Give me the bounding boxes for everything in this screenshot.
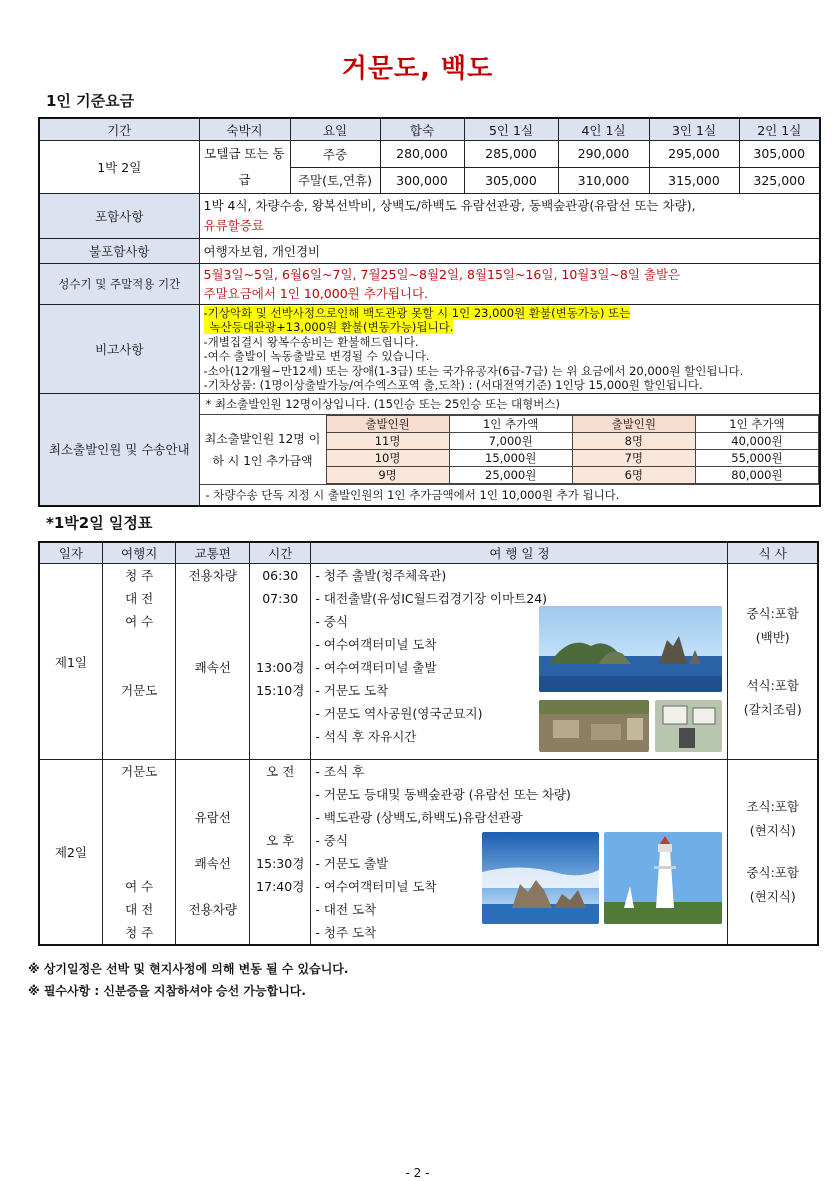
day-label: 제1일: [39, 564, 102, 760]
price-cell: 295,000: [649, 141, 739, 168]
header-5p: 5인 1실: [464, 118, 558, 141]
meal-cell: [728, 564, 818, 760]
meal-text: (백반): [755, 629, 790, 645]
time-cell: [250, 760, 311, 946]
header-period: 기간: [39, 118, 199, 141]
include-red-text: 유류할증료: [203, 218, 264, 233]
peak-row: [39, 264, 820, 305]
header-time: 시간: [250, 542, 311, 564]
price-cell: 325,000: [739, 167, 820, 194]
meal-text: 중식:포함: [746, 865, 799, 880]
itinerary-item: - 석식 후 자유시간: [315, 729, 417, 744]
transport-text: [180, 875, 245, 898]
min-header: 출발인원: [572, 416, 695, 433]
note-line: ※ 상기일정은 선박 및 현지사정에 의해 변동 될 수 있습니다.: [28, 962, 349, 976]
transport-text: [180, 702, 245, 725]
remarks-label: 비고사항: [39, 305, 199, 394]
time-text: 오 전: [266, 764, 295, 779]
page-title: 거문도, 백도: [341, 54, 494, 84]
transport-text: 유람선: [194, 810, 231, 825]
price-cell: 305,000: [464, 167, 558, 194]
price-table: [38, 117, 821, 507]
min-table: [326, 415, 820, 484]
meal-text: (현지식): [749, 889, 796, 904]
transport-text: [180, 679, 245, 702]
header-4p: 4인 1실: [558, 118, 649, 141]
place-text: [107, 633, 172, 656]
price-cell: 310,000: [558, 167, 649, 194]
time-text: [254, 610, 306, 633]
sea-rocks-photo: [482, 832, 599, 924]
time-text: 15:10경: [256, 683, 305, 698]
transport-text: [180, 725, 245, 748]
remarks-line: -기차상품: (1명이상출발가능/여수엑스포역 출,도착) : (서대전역기준) 1인당 15,000원 할인됩니다.: [203, 378, 703, 392]
header-day: 요일: [290, 118, 380, 141]
exclude-text: 여행자보험, 개인경비: [199, 239, 820, 264]
include-label: 포함사항: [39, 194, 199, 239]
place-text: 거문도: [121, 683, 158, 698]
min-row-2: [326, 450, 819, 467]
place-text: [107, 852, 172, 875]
meal-cell: [728, 760, 818, 946]
include-row: [39, 194, 820, 239]
day-cell: 주말(토,연휴): [290, 167, 380, 194]
header-transport: 교통편: [176, 542, 250, 564]
price-cell: 280,000: [380, 141, 464, 168]
places-cell: [102, 760, 176, 946]
day-cell: 주중: [290, 141, 380, 168]
place-text: [107, 829, 172, 852]
time-cell: [250, 564, 311, 760]
transport-text: 쾌속선: [194, 660, 231, 675]
min-cell: 80,000원: [695, 467, 818, 484]
section-title-fees: 1인 기준요금: [46, 92, 135, 110]
itinerary-item: - 백도관광 (상백도,하백도)유람선관광: [315, 810, 523, 825]
header-meal: 식 사: [728, 542, 818, 564]
itinerary-item: - 청주 출발(청주체육관): [315, 568, 447, 583]
day-label: 제2일: [39, 760, 102, 946]
header-date: 일자: [39, 542, 102, 564]
min-cell: 25,000원: [449, 467, 572, 484]
transport-cell: [176, 564, 250, 760]
min-row: [39, 394, 820, 507]
include-text: 1박 4식, 차량수송, 왕복선박비, 상백도/하백도 유람선관광, 동백숲관광(유람선 또는 차량),: [203, 198, 696, 213]
header-lodging: 숙박지: [199, 118, 290, 141]
min-cell: 10명: [326, 450, 449, 467]
meal-text: (현지식): [749, 823, 796, 838]
header-3p: 3인 1실: [649, 118, 739, 141]
itinerary-item: - 거문도 역사공원(영국군묘지): [315, 706, 483, 721]
meal-text: (갈치조림): [743, 701, 802, 717]
remarks-row: [39, 305, 820, 394]
itinerary-item: - 대전출발(유성IC월드컵경기장 이마트24): [315, 591, 548, 606]
schedule-header-row: [39, 542, 818, 564]
time-text: 17:40경: [256, 879, 305, 894]
min-cell: 9명: [326, 467, 449, 484]
transport-text: [180, 587, 245, 610]
place-text: 여 수: [125, 614, 154, 629]
min-sub-label: 최소출발인원 12명 이하 시 1인 추가금액: [204, 431, 321, 468]
time-text: 07:30: [262, 591, 299, 606]
price-cell: 305,000: [739, 141, 820, 168]
min-header: 1인 추가액: [695, 416, 818, 433]
remarks-highlight: 녹산등대관광+13,000원 환불(변동가능)됩니다.: [204, 320, 454, 334]
transport-text: 쾌속선: [194, 856, 231, 871]
time-text: 오 후: [266, 833, 295, 848]
min-cell: 6명: [572, 467, 695, 484]
lighthouse-photo: [604, 832, 722, 924]
min-cell: 40,000원: [695, 433, 818, 450]
time-text: 13:00경: [256, 660, 305, 675]
transport-text: [180, 760, 245, 783]
min-cell: 8명: [572, 433, 695, 450]
min-footer: - 차량수송 단독 지정 시 출발인원의 1인 추가금액에서 1인 10,000원 추가 됩니다.: [200, 484, 820, 505]
remarks-line: -개별집결시 왕복수송비는 환불해드립니다.: [203, 334, 419, 349]
transport-text: [180, 783, 245, 806]
itinerary-item: - 여수여객터미널 도착: [315, 637, 437, 652]
min-header-row: [326, 416, 819, 433]
island-sea-photo: [539, 606, 722, 692]
header-place: 여행지: [102, 542, 176, 564]
min-cell: 55,000원: [695, 450, 818, 467]
time-text: 15:30경: [256, 856, 305, 871]
min-cell: 15,000원: [449, 450, 572, 467]
monument-photo: [655, 700, 722, 752]
min-note: * 최소출발인원 12명이상입니다. (15인승 또는 25인승 또는 대형버스): [200, 394, 820, 415]
time-text: [254, 725, 306, 748]
itinerary-item: - 거문도 등대및 동백숲관광 (유람선 또는 차량): [315, 787, 571, 802]
transport-text: [180, 921, 245, 944]
min-row-1: [326, 433, 819, 450]
time-text: [254, 806, 306, 829]
exclude-row: [39, 239, 820, 264]
lodging-cell: 모텔급 또는 동급: [199, 141, 290, 194]
time-text: [254, 921, 306, 944]
itinerary-item: - 중식: [315, 833, 349, 848]
section-title-schedule: *1박2일 일정표: [46, 514, 153, 532]
place-text: 대 전: [125, 902, 154, 917]
itinerary-item: - 거문도 도착: [315, 683, 389, 698]
meal-text: 조식:포함: [746, 799, 799, 814]
peak-label: 성수기 및 주말적용 기간: [39, 264, 199, 305]
note-line: ※ 필수사항 : 신분증을 지참하셔야 승선 가능합니다.: [28, 984, 306, 998]
place-text: 대 전: [125, 591, 154, 606]
transport-text: [180, 610, 245, 633]
place-text: 여 수: [125, 879, 154, 894]
remarks-highlight: -기상악화 및 선박사정으로인해 백도관광 못할 시 1인 23,000원 환불(변동가능) 또는: [203, 305, 631, 320]
meal-text: 석식:포함: [746, 677, 799, 693]
remarks-line: -소아(12개월~만12세) 또는 장애(1-3급) 또는 국가유공자(6급-7급) 는 위 요금에서 20,000원 할인됩니다.: [203, 363, 744, 378]
transport-text: 전용차량: [188, 902, 237, 917]
place-text: 청 주: [125, 568, 154, 583]
place-text: 청 주: [125, 925, 154, 940]
itinerary-item: - 조식 후: [315, 764, 365, 779]
peak-line: 주말요금에서 1인 10,000원 추가됩니다.: [203, 286, 429, 301]
itinerary-item: - 거문도 출발: [315, 856, 389, 871]
page-number: - 2 -: [405, 1166, 430, 1180]
places-cell: [102, 564, 176, 760]
historic-park-photo: [539, 700, 649, 752]
place-text: [107, 702, 172, 725]
remarks-line: -여수 출발이 녹동출발로 변경될 수 있습니다.: [203, 349, 430, 363]
time-text: 06:30: [262, 568, 299, 583]
itinerary-item: - 여수여객터미널 도착: [315, 879, 437, 894]
price-cell: 290,000: [558, 141, 649, 168]
itinerary-item: - 중식: [315, 614, 349, 629]
itinerary-item: - 대전 도착: [315, 902, 377, 917]
time-text: [254, 783, 306, 806]
place-text: [107, 806, 172, 829]
itinerary-item: - 청주 도착: [315, 925, 377, 940]
min-header: 1인 추가액: [449, 416, 572, 433]
min-cell: 7,000원: [449, 433, 572, 450]
min-row-3: [326, 467, 819, 484]
price-header-row: [39, 118, 820, 141]
header-2p: 2인 1실: [739, 118, 820, 141]
min-cell: 11명: [326, 433, 449, 450]
time-text: [254, 898, 306, 921]
itinerary-item: - 여수여객터미널 출발: [315, 660, 437, 675]
exclude-label: 불포함사항: [39, 239, 199, 264]
place-text: 거문도: [121, 764, 158, 779]
time-text: [254, 633, 306, 656]
header-itinerary: 여 행 일 정: [311, 542, 728, 564]
transport-text: 전용차량: [188, 568, 237, 583]
min-label: 최소출발인원 및 수송안내: [39, 394, 199, 507]
header-shared: 합숙: [380, 118, 464, 141]
price-cell: 315,000: [649, 167, 739, 194]
peak-line: 5월3일~5일, 6월6일~7일, 7월25일~8월2일, 8월15일~16일, 10월3일~8일 출발은: [203, 267, 681, 282]
place-text: [107, 783, 172, 806]
price-row-weekday: [39, 141, 820, 168]
place-text: [107, 656, 172, 679]
period-cell: 1박 2일: [39, 141, 199, 194]
min-header: 출발인원: [326, 416, 449, 433]
price-cell: 300,000: [380, 167, 464, 194]
transport-text: [180, 829, 245, 852]
transport-text: [180, 633, 245, 656]
transport-cell: [176, 760, 250, 946]
meal-text: 중식:포함: [746, 605, 799, 621]
time-text: [254, 702, 306, 725]
place-text: [107, 725, 172, 748]
price-cell: 285,000: [464, 141, 558, 168]
min-cell: 7명: [572, 450, 695, 467]
